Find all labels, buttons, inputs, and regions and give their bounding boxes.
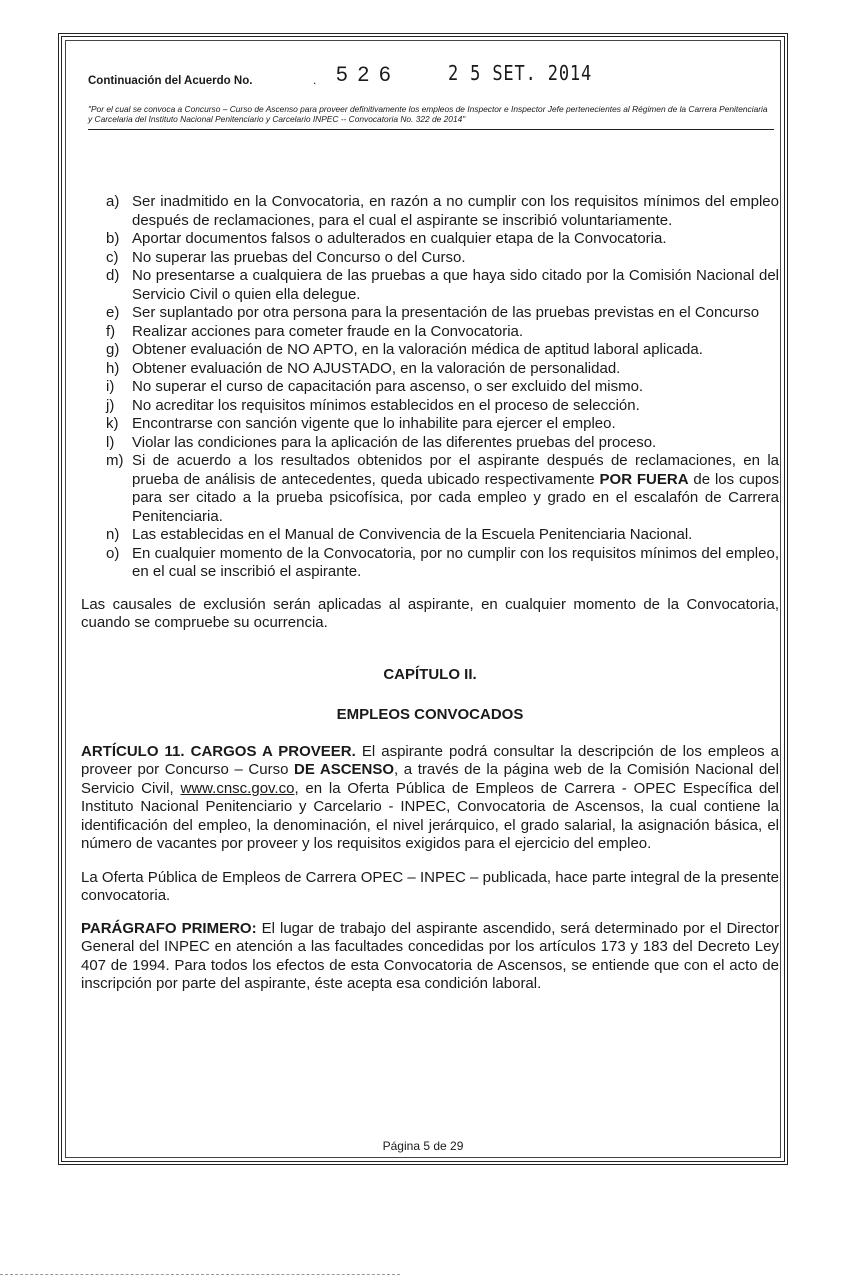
list-item xyxy=(81,341,779,360)
page-number: Página 5 de 29 xyxy=(382,1139,464,1153)
page-inner-border xyxy=(65,40,781,1158)
item-text: En cualquier momento de la Convocatoria, por no cumplir con los requisitos mínimos del empleo, en el cual se inscribió el aspirante. xyxy=(132,544,779,580)
item-text: Obtener evaluación de NO APTO, en la valoración médica de aptitud laboral aplicada. xyxy=(132,341,703,358)
list-item xyxy=(81,360,779,379)
list-item xyxy=(81,526,779,545)
article-text: El aspirante podrá consultar la descripción de los empleos a proveer por Concurso – Curso xyxy=(81,742,779,778)
item-text: Encontrarse con sanción vigente que lo inhabilite para ejercer el empleo. xyxy=(132,415,616,432)
item-marker: h) xyxy=(106,359,120,377)
item-marker: e) xyxy=(106,304,120,321)
item-marker: a) xyxy=(106,193,120,210)
list-item xyxy=(81,452,779,526)
scan-artifact-line xyxy=(0,1274,400,1275)
item-marker: k) xyxy=(106,415,119,432)
item-marker: f) xyxy=(106,322,116,340)
chapter-heading: CAPÍTULO II. xyxy=(383,665,477,683)
article-11-paragraph xyxy=(81,743,779,854)
item-text: Aportar documentos falsos o adulterados en cualquier etapa de la Convocatoria. xyxy=(132,230,667,247)
section-heading: EMPLEOS CONVOCADOS xyxy=(336,706,524,723)
item-text: de los cupos para ser citado a la prueba psicofísica, por cada empleo y grado en el escalafón de Carrera Penitenciaria. xyxy=(132,470,780,525)
item-text: No presentarse a cualquiera de las pruebas a que haya sido citado por la Comisión Nacional del Servicio Civil o quien ella delegue. xyxy=(132,267,779,303)
list-item xyxy=(81,397,779,416)
item-text: Violar las condiciones para la aplicación de las diferentes pruebas del proceso. xyxy=(132,433,657,451)
header-label: Continuación del Acuerdo No. xyxy=(88,75,253,87)
list-item xyxy=(81,230,779,249)
document-header xyxy=(88,63,768,93)
closing-paragraph: Las causales de exclusión serán aplicadas al aspirante, en cualquier momento de la Convocatoria, cuando se compruebe su ocurrencia. xyxy=(81,595,779,631)
article-title: ARTÍCULO 11. CARGOS A PROVEER. xyxy=(81,742,356,760)
paragrafo-primero xyxy=(81,920,779,994)
agreement-number: 5 2 6 xyxy=(336,63,393,86)
list-item xyxy=(81,193,779,230)
item-marker: l) xyxy=(106,433,115,451)
header-subtitle: "Por el cual se convoca a Concurso – Curso de Ascenso para proveer definitivamente los empleos de Inspector e Inspector Jefe pertenecientes al Régimen de la Carrera Penitenciaria y Carcelaria del Instituto Nacional Penitenciario y Carcelario INPEC -- Convocatoria No. 322 de 2014" xyxy=(88,104,768,124)
header-dot: . xyxy=(313,73,317,87)
item-marker: j) xyxy=(106,396,115,414)
list-item xyxy=(81,323,779,342)
item-text: Si de acuerdo a los resultados obtenidos por el aspirante después de reclamaciones, en la prueba de análisis de antecedentes, queda ubicado respectivamente xyxy=(132,452,779,488)
list-item xyxy=(81,434,779,453)
item-bold-text: POR FUERA xyxy=(599,470,689,488)
article-bold-text: DE ASCENSO xyxy=(294,761,395,778)
list-item xyxy=(81,378,779,397)
item-text: Ser suplantado por otra persona para la presentación de las pruebas previstas en el Concurso xyxy=(132,304,760,321)
document-body xyxy=(81,193,779,994)
item-text: Las establecidas en el Manual de Convivencia de la Escuela Penitenciaria Nacional. xyxy=(132,526,693,543)
item-marker: g) xyxy=(106,341,120,358)
item-marker: c) xyxy=(106,248,119,266)
list-item xyxy=(81,415,779,434)
exclusion-list xyxy=(81,193,779,582)
item-text: No acreditar los requisitos mínimos establecidos en el proceso de selección. xyxy=(132,396,640,414)
paragrafo-title: PARÁGRAFO PRIMERO: xyxy=(81,919,257,937)
item-text: No superar el curso de capacitación para ascenso, o ser excluido del mismo. xyxy=(132,378,644,395)
item-marker: m) xyxy=(106,452,124,469)
article-text: , a través de la página web de la Comisión Nacional del Servicio Civil, xyxy=(81,761,779,797)
paragrafo-text: El lugar de trabajo del aspirante ascendido, será determinado por el Director General del INPEC en atención a las facultades concedidas por los artículos 173 y 183 del Decreto Ley 407 de 1994. Para todos los efectos de esta Convocatoria de Ascensos, se entiende que con el acto de inscripción por parte del aspirante, éste acepta esa condición laboral. xyxy=(81,919,779,992)
item-text: No superar las pruebas del Concurso o del Curso. xyxy=(132,248,466,266)
item-marker: n) xyxy=(106,526,120,543)
item-marker: i) xyxy=(106,378,115,395)
item-text: Realizar acciones para cometer fraude en la Convocatoria. xyxy=(132,322,524,340)
item-text: Obtener evaluación de NO AJUSTADO, en la valoración de personalidad. xyxy=(132,359,621,377)
agreement-date: 2 5 SET. 2014 xyxy=(448,61,593,85)
cnsc-link[interactable]: www.cnsc.gov.co xyxy=(180,779,295,797)
list-item xyxy=(81,304,779,323)
item-marker: b) xyxy=(106,230,120,247)
item-text: Ser inadmitido en la Convocatoria, en razón a no cumplir con los requisitos mínimos del empleo después de reclamaciones, para el cual el aspirante se inscribió voluntariamente. xyxy=(132,193,779,229)
header-divider xyxy=(88,129,774,130)
list-item xyxy=(81,267,779,304)
page-border xyxy=(58,33,788,1165)
list-item xyxy=(81,545,779,582)
article-text: , en la Oferta Pública de Empleos de Carrera - OPEC Específica del Instituto Nacional Penitenciario y Carcelario - INPEC, Convocatoria de Ascensos, la cual contiene la identificación del empleo, la denominación, el nivel jerárquico, el grado salarial, la asignación básica, el número de vacantes por proveer y los requisitos exigidos para el ejercicio del empleo. xyxy=(81,779,779,852)
item-marker: d) xyxy=(106,267,120,284)
opec-paragraph: La Oferta Pública de Empleos de Carrera OPEC – INPEC – publicada, hace parte integral de la presente convocatoria. xyxy=(81,868,779,904)
list-item xyxy=(81,249,779,268)
item-marker: o) xyxy=(106,544,120,562)
